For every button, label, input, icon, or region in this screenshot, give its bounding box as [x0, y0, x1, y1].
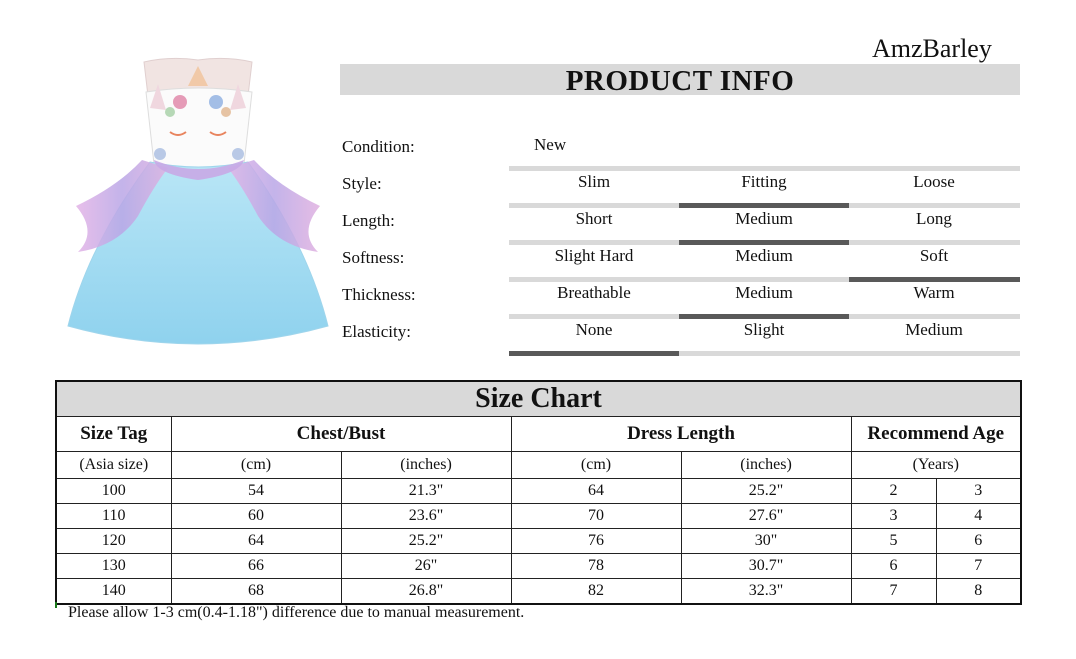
attribute-label: Softness:: [342, 248, 405, 267]
attribute-option: None: [575, 320, 613, 339]
size-cell-age-min: 5: [851, 529, 936, 554]
size-cell-chest-in: 23.6": [341, 504, 511, 529]
attribute-selected-bar: [509, 351, 679, 356]
note-marker: [55, 602, 57, 608]
header-chest: Chest/Bust: [171, 417, 511, 452]
size-cell-chest-cm: 68: [171, 579, 341, 605]
size-cell-chest-cm: 60: [171, 504, 341, 529]
attribute-option: Short: [575, 209, 613, 228]
size-cell-size: 100: [56, 479, 171, 504]
size-cell-age-max: 3: [936, 479, 1021, 504]
size-cell-chest-cm: 66: [171, 554, 341, 579]
attribute-row: [509, 319, 1020, 356]
size-row: [56, 529, 1021, 554]
attribute-option: Long: [916, 209, 952, 228]
size-cell-age-max: 7: [936, 554, 1021, 579]
size-cell-length-in: 25.2": [681, 479, 851, 504]
size-cell-chest-cm: 54: [171, 479, 341, 504]
subheader-years: (Years): [851, 452, 1021, 479]
subheader-asia-size: (Asia size): [56, 452, 171, 479]
size-cell-chest-in: 21.3": [341, 479, 511, 504]
subheader-chest-cm: (cm): [171, 452, 341, 479]
attribute-option: Breathable: [557, 283, 631, 302]
size-cell-age-max: 8: [936, 579, 1021, 605]
attribute-option: Warm: [913, 283, 955, 302]
attribute-row: [509, 171, 1020, 208]
condition-row: [509, 134, 1020, 171]
subheader-length-cm: (cm): [511, 452, 681, 479]
attribute-option: Medium: [735, 209, 793, 228]
size-cell-length-cm: 70: [511, 504, 681, 529]
attribute-label: Elasticity:: [342, 322, 411, 341]
size-row: [56, 554, 1021, 579]
size-cell-length-in: 30.7": [681, 554, 851, 579]
attribute-option: Fitting: [741, 172, 787, 191]
size-cell-age-min: 7: [851, 579, 936, 605]
size-row: [56, 504, 1021, 529]
size-cell-size: 120: [56, 529, 171, 554]
size-chart-table: [55, 380, 1022, 605]
size-cell-chest-cm: 64: [171, 529, 341, 554]
size-cell-length-in: 32.3": [681, 579, 851, 605]
attribute-label: Style:: [342, 174, 382, 193]
size-cell-age-min: 2: [851, 479, 936, 504]
header-dress-length: Dress Length: [511, 417, 851, 452]
condition-value: New: [534, 135, 567, 154]
size-chart-title: Size Chart: [56, 381, 1021, 417]
size-cell-length-cm: 78: [511, 554, 681, 579]
attribute-option: Loose: [913, 172, 955, 191]
size-cell-length-cm: 76: [511, 529, 681, 554]
size-cell-size: 130: [56, 554, 171, 579]
product-info-title: PRODUCT INFO: [340, 64, 1020, 95]
brand-name: AmzBarley: [872, 34, 992, 63]
size-cell-length-cm: 82: [511, 579, 681, 605]
size-cell-age-max: 4: [936, 504, 1021, 529]
subheader-chest-inches: (inches): [341, 452, 511, 479]
attribute-option: Slim: [577, 172, 611, 191]
attribute-bar: [849, 351, 1020, 356]
attribute-row: [509, 245, 1020, 282]
header-size-tag: Size Tag: [56, 417, 171, 452]
size-row: [56, 579, 1021, 605]
attribute-label: Length:: [342, 211, 395, 230]
size-cell-size: 140: [56, 579, 171, 605]
attribute-option: Slight: [743, 320, 785, 339]
size-cell-chest-in: 25.2": [341, 529, 511, 554]
attribute-option: Medium: [905, 320, 963, 339]
attribute-bar: [679, 351, 849, 356]
product-image: [58, 56, 338, 362]
size-cell-age-min: 6: [851, 554, 936, 579]
size-cell-chest-in: 26": [341, 554, 511, 579]
size-cell-length-in: 27.6": [681, 504, 851, 529]
attribute-option: Medium: [735, 283, 793, 302]
size-cell-length-in: 30": [681, 529, 851, 554]
attribute-row: [509, 208, 1020, 245]
measurement-note: Please allow 1-3 cm(0.4-1.18") difference due to manual measurement.: [68, 604, 525, 621]
header-recommend-age: Recommend Age: [851, 417, 1021, 452]
attribute-option: Slight Hard: [554, 246, 634, 265]
condition-label: Condition:: [342, 137, 415, 156]
attribute-option: Soft: [919, 246, 949, 265]
attribute-option: Medium: [735, 246, 793, 265]
subheader-length-inches: (inches): [681, 452, 851, 479]
attribute-label: Thickness:: [342, 285, 416, 304]
size-cell-age-min: 3: [851, 504, 936, 529]
size-cell-size: 110: [56, 504, 171, 529]
attribute-row: [509, 282, 1020, 319]
size-cell-age-max: 6: [936, 529, 1021, 554]
size-row: [56, 479, 1021, 504]
size-cell-length-cm: 64: [511, 479, 681, 504]
size-cell-chest-in: 26.8": [341, 579, 511, 605]
